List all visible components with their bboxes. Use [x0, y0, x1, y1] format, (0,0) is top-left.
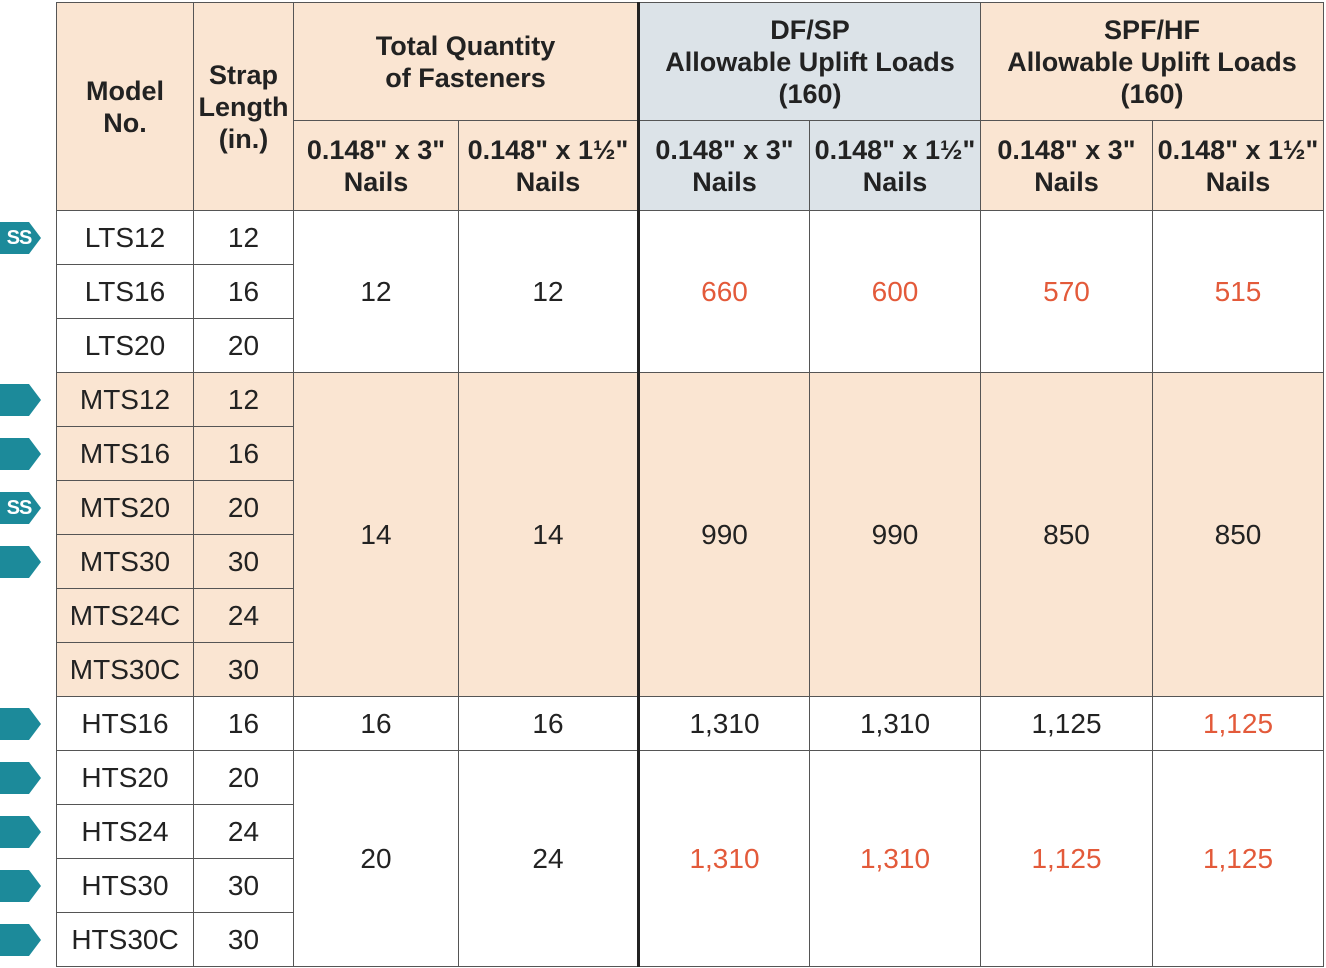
strap-length-cell: 16 [194, 697, 294, 751]
ss-label: SS [6, 226, 32, 249]
arrow-marker-icon [0, 384, 41, 416]
model-cell: MTS12 [57, 373, 194, 427]
table-body [57, 211, 1324, 967]
table-row [57, 373, 1324, 427]
model-cell: HTS24 [57, 805, 194, 859]
table-row [57, 751, 1324, 805]
model-cell: LTS20 [57, 319, 194, 373]
header-model: Model No. [57, 3, 194, 211]
strap-length-cell: 24 [194, 805, 294, 859]
model-cell: MTS30 [57, 535, 194, 589]
spfhf-nail-3-cell: 1,125 [981, 751, 1153, 967]
qty-nail-3-cell: 16 [294, 697, 459, 751]
strap-length-cell: 30 [194, 913, 294, 967]
header-total-nail-3: 0.148" x 3" Nails [294, 121, 459, 211]
model-cell: MTS16 [57, 427, 194, 481]
strap-length-cell: 24 [194, 589, 294, 643]
spfhf-nail-1-5-cell: 1,125 [1153, 751, 1324, 967]
arrow-marker-icon [0, 708, 41, 740]
strap-length-cell: 20 [194, 319, 294, 373]
qty-nail-3-cell: 20 [294, 751, 459, 967]
header-spfhf-nail-1-5: 0.148" x 1½" Nails [1153, 121, 1324, 211]
dfsp-nail-1-5-cell: 990 [810, 373, 981, 697]
header-dfsp-nail-1-5: 0.148" x 1½" Nails [810, 121, 981, 211]
header-spf-hf: SPF/HF Allowable Uplift Loads (160) [981, 3, 1324, 121]
arrow-marker-icon [0, 924, 41, 956]
header-spfhf-nail-3: 0.148" x 3" Nails [981, 121, 1153, 211]
strap-length-cell: 16 [194, 265, 294, 319]
spfhf-nail-1-5-cell: 1,125 [1153, 697, 1324, 751]
model-cell: HTS20 [57, 751, 194, 805]
model-cell: MTS30C [57, 643, 194, 697]
ss-label: SS [6, 496, 32, 519]
model-cell: LTS12 [57, 211, 194, 265]
spfhf-nail-1-5-cell: 850 [1153, 373, 1324, 697]
qty-nail-3-cell: 12 [294, 211, 459, 373]
model-cell: HTS30 [57, 859, 194, 913]
strap-length-cell: 30 [194, 643, 294, 697]
qty-nail-1-5-cell: 12 [459, 211, 639, 373]
model-cell: HTS16 [57, 697, 194, 751]
dfsp-nail-3-cell: 1,310 [639, 751, 810, 967]
strap-length-cell: 12 [194, 211, 294, 265]
strap-length-cell: 20 [194, 481, 294, 535]
strap-length-cell: 30 [194, 535, 294, 589]
model-cell: HTS30C [57, 913, 194, 967]
spfhf-nail-3-cell: 570 [981, 211, 1153, 373]
dfsp-nail-1-5-cell: 1,310 [810, 697, 981, 751]
strap-length-cell: 12 [194, 373, 294, 427]
arrow-marker-icon [0, 438, 41, 470]
strap-length-cell: 16 [194, 427, 294, 481]
header-total-quantity: Total Quantity of Fasteners [294, 3, 639, 121]
load-table [56, 2, 1324, 967]
dfsp-nail-3-cell: 990 [639, 373, 810, 697]
dfsp-nail-1-5-cell: 1,310 [810, 751, 981, 967]
header-strap-length: Strap Length (in.) [194, 3, 294, 211]
strap-length-cell: 20 [194, 751, 294, 805]
qty-nail-1-5-cell: 14 [459, 373, 639, 697]
ss-marker-icon [0, 222, 41, 254]
qty-nail-1-5-cell: 16 [459, 697, 639, 751]
spfhf-nail-3-cell: 1,125 [981, 697, 1153, 751]
dfsp-nail-3-cell: 660 [639, 211, 810, 373]
arrow-marker-icon [0, 762, 41, 794]
model-cell: MTS24C [57, 589, 194, 643]
strap-length-cell: 30 [194, 859, 294, 913]
table-row [57, 211, 1324, 265]
qty-nail-3-cell: 14 [294, 373, 459, 697]
table-row [57, 697, 1324, 751]
header-df-sp: DF/SP Allowable Uplift Loads (160) [639, 3, 981, 121]
dfsp-nail-1-5-cell: 600 [810, 211, 981, 373]
qty-nail-1-5-cell: 24 [459, 751, 639, 967]
model-cell: MTS20 [57, 481, 194, 535]
spfhf-nail-1-5-cell: 515 [1153, 211, 1324, 373]
spfhf-nail-3-cell: 850 [981, 373, 1153, 697]
ss-marker-icon [0, 492, 41, 524]
arrow-marker-icon [0, 870, 41, 902]
header-total-nail-1-5: 0.148" x 1½" Nails [459, 121, 639, 211]
model-cell: LTS16 [57, 265, 194, 319]
arrow-marker-icon [0, 546, 41, 578]
arrow-marker-icon [0, 816, 41, 848]
header-dfsp-nail-3: 0.148" x 3" Nails [639, 121, 810, 211]
dfsp-nail-3-cell: 1,310 [639, 697, 810, 751]
